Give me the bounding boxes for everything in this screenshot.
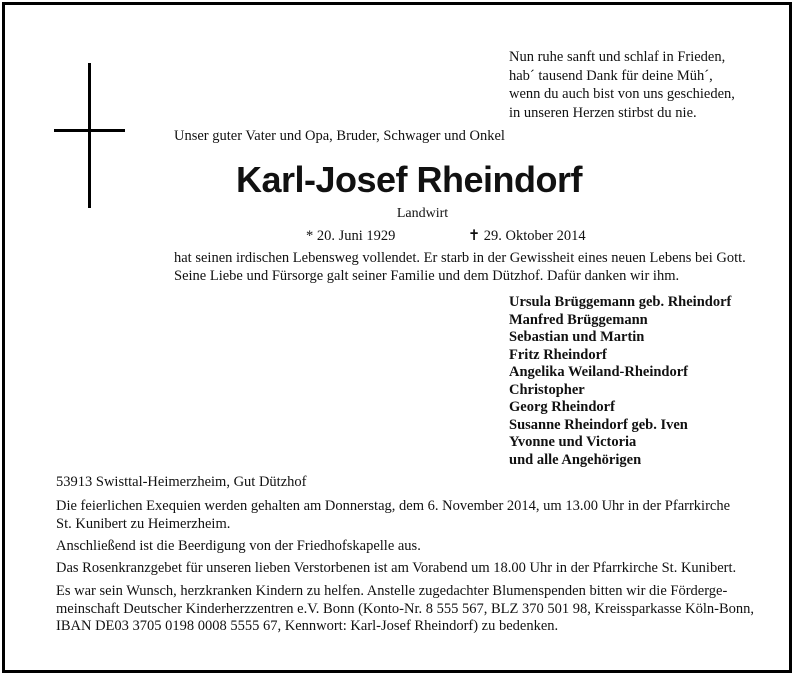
- exequien-paragraph: [56, 498, 730, 533]
- family-member: Fritz Rheindorf: [509, 346, 607, 363]
- family-member: Susanne Rheindorf geb. Iven: [509, 416, 688, 433]
- paragraph-line: meinschaft Deutscher Kinderherzzentren e.V. Bonn (Konto-Nr. 8 555 567, BLZ 370 501 98, Kreissparkasse Köln-Bonn,: [56, 600, 754, 617]
- paragraph-line: Das Rosenkranzgebet für unseren lieben Verstorbenen ist am Vorabend um 18.00 Uhr in der Pfarrkirche St. Kunibert.: [56, 560, 737, 576]
- poem-line: in unseren Herzen stirbst du nie.: [509, 104, 697, 121]
- paragraph-line: Es war sein Wunsch, herzkranken Kindern zu helfen. Anstelle zugedachter Blumenspenden bitten wir die Förderge-: [56, 583, 728, 599]
- deceased-name: Karl-Josef Rheindorf: [235, 159, 583, 200]
- family-member: Sebastian und Martin: [509, 329, 645, 345]
- paragraph-line: Anschließend ist die Beerdigung von der Friedhofskapelle aus.: [56, 538, 421, 554]
- birth-date: * 20. Juni 1929: [306, 228, 396, 244]
- poem-line: wenn du auch bist von uns geschieden,: [509, 86, 735, 102]
- family-member: Georg Rheindorf: [509, 399, 615, 415]
- death-date: ✝ 29. Oktober 2014: [468, 228, 586, 244]
- donation-paragraph: [56, 583, 754, 636]
- poem-line: hab´ tausend Dank für deine Müh´,: [509, 67, 713, 84]
- burial-paragraph: [56, 538, 421, 556]
- cross-icon-bar: [54, 129, 125, 132]
- family-member: Ursula Brüggemann geb. Rheindorf: [509, 294, 732, 310]
- life-text-line: Seine Liebe und Fürsorge galt seiner Familie und dem Dützhof. Dafür danken wir ihm.: [174, 268, 680, 284]
- family-member: Manfred Brüggemann: [509, 311, 648, 328]
- rosary-paragraph: [56, 560, 736, 578]
- family-member: Angelika Weiland-Rheindorf: [509, 364, 688, 380]
- address: 53913 Swisttal-Heimerzheim, Gut Dützhof: [56, 474, 307, 490]
- paragraph-line: Die feierlichen Exequien werden gehalten am Donnerstag, dem 6. November 2014, um 13.00 Uhr in der Pfarrkirche: [56, 498, 731, 514]
- profession: Landwirt: [396, 206, 449, 221]
- family-list: [509, 294, 731, 469]
- paragraph-line: St. Kunibert zu Heimerzheim.: [56, 515, 231, 532]
- life-text: [174, 249, 746, 285]
- life-text-line: hat seinen irdischen Lebensweg vollendet. Er starb in der Gewissheit eines neuen Lebens bei Gott.: [174, 250, 746, 266]
- intro-text: Unser guter Vater und Opa, Bruder, Schwager und Onkel: [174, 128, 505, 144]
- paragraph-line: IBAN DE03 3705 0198 0008 5555 67, Kennwort: Karl-Josef Rheindorf) zu bedenken.: [56, 618, 559, 634]
- family-member: Yvonne und Victoria: [509, 434, 637, 450]
- poem: [509, 48, 735, 122]
- family-member: Christopher: [509, 381, 585, 398]
- poem-line: Nun ruhe sanft und schlaf in Frieden,: [509, 49, 726, 65]
- family-member: und alle Angehörigen: [509, 451, 642, 468]
